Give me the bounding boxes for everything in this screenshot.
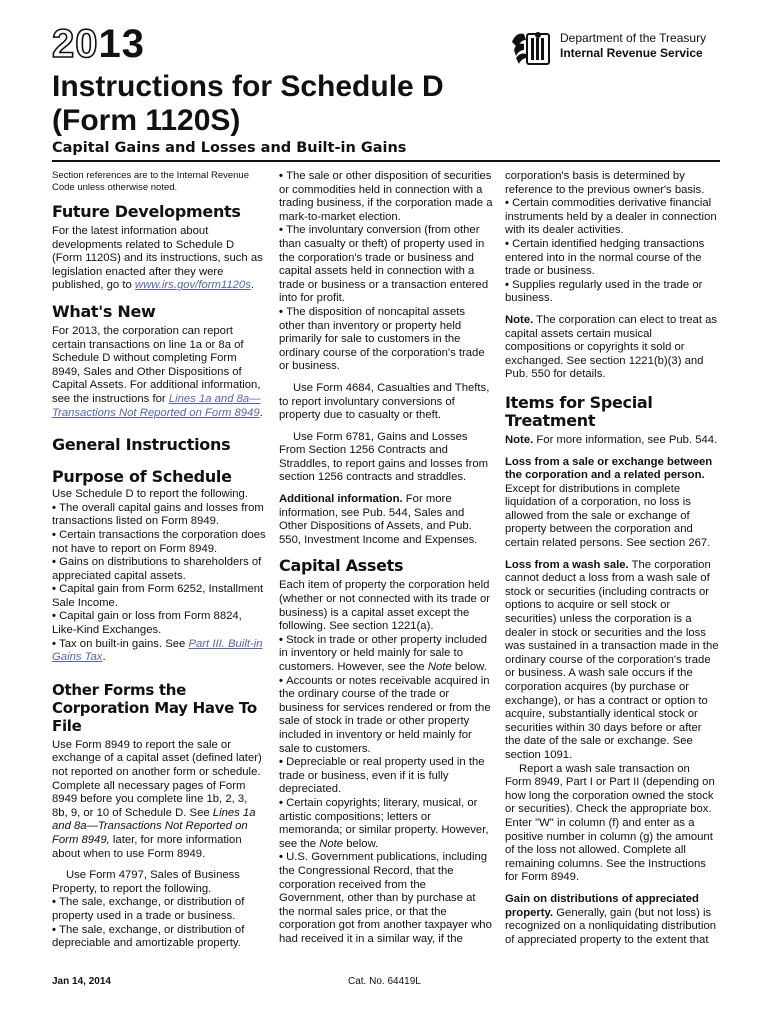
footer-date: Jan 14, 2014	[52, 976, 111, 987]
year-outline: 20	[52, 22, 99, 66]
intro-text: Section references are to the Internal Revenue Code unless otherwise noted.	[52, 170, 249, 193]
agency-name	[560, 31, 706, 61]
column-1	[52, 170, 266, 951]
future-developments-heading: Future Developments	[52, 202, 241, 221]
whats-new-text: For 2013, the corporation can report certain transactions on line 1a or 8a of Schedule D without completing Form 8949, Sales and Other Dispositions of Capital Assets. For additional information, see the instructions for Lines 1a and 8a—Transactions Not Reported on Form 8949.	[52, 324, 263, 419]
title-line-2: (Form 1120S)	[52, 104, 241, 137]
form-4797-text: Use Form 4797, Sales of Business Property, to report the following.	[52, 869, 240, 895]
footer-catalog-number: Cat. No. 64419L	[348, 976, 421, 987]
capital-assets-heading: Capital Assets	[279, 556, 404, 576]
capital-assets-bullet: • Certain commodities derivative financial instruments held by a dealer in connection with its dealer activities.	[505, 197, 719, 238]
general-instructions-heading: General Instructions	[52, 435, 231, 455]
capital-assets-text: Each item of property the corporation held (whether or not connected with its trade or business) is a capital asset except the following. See section 1221(a).	[279, 579, 490, 633]
agency-line-2: Internal Revenue Service	[560, 46, 703, 60]
title-line-1: Instructions for Schedule D	[52, 70, 444, 103]
form-4797-bullet: • The involuntary conversion (from other than casualty or theft) of property used in the corporation's trade or business and capital assets held in connection with a trade or business or a transaction entered into for profit.	[279, 224, 493, 306]
purpose-bullet: • Certain transactions the corporation does not have to report on Form 8949.	[52, 529, 266, 556]
page-title	[52, 70, 444, 138]
lines-1a-8a-link[interactable]: Lines 1a and 8a—Transactions Not Reported on Form 8949	[52, 392, 261, 419]
part-iii-link[interactable]: Part III. Built-in Gains Tax	[52, 637, 263, 664]
special-note-text: Note. For more information, see Pub. 544.	[505, 433, 718, 446]
purpose-bullet: • The overall capital gains and losses from transactions listed on Form 8949.	[52, 502, 266, 529]
distribution-gain-text: Gain on distributions of appreciated property. Generally, gain (but not loss) is recognized on a nonliquidating distribution of appreciated property to the extent that	[505, 892, 717, 946]
purpose-bullet: • Gains on distributions to shareholders of appreciated capital assets.	[52, 556, 266, 583]
wash-sale-text: Loss from a wash sale. The corporation cannot deduct a loss from a wash sale of stock or securities (including contracts or options to acquire or sell stock or securities) unless the corporation is a dealer in stock or securities and the loss was sustained in a transaction made in the ordinary course of the corporation's trade or business. A wash sale occurs if the corporation acquires (by purchase or exchange), or has a contract or option to acquire, substantially identical stock or securities within 30 days before or after the date of the sale or exchange. See section 1091.	[505, 558, 719, 761]
form-4797-bullet: • The sale, exchange, or distribution of property used in a trade or business.	[52, 896, 266, 923]
whats-new-heading: What's New	[52, 301, 156, 321]
purpose-bullet: • Tax on built-in gains. See Part III. Built-in Gains Tax.	[52, 638, 266, 665]
future-developments-text: For the latest information about developments related to Schedule D (Form 1120S) and its instructions, such as legislation enacted after they were published, go to www.irs.gov/form1120s.	[52, 225, 263, 292]
irs-eagle-logo-icon	[510, 28, 552, 70]
note-text: Note. The corporation can elect to treat as capital assets certain musical compositions or copyrights it sold or exchanged. See section 1221(b)(3) and Pub. 550 for details.	[505, 313, 718, 381]
capital-assets-bullet: • Certain copyrights; literary, musical, or artistic compositions; letters or memoranda; or similar property. However, see the Note below.	[279, 797, 493, 851]
irs-link[interactable]: www.irs.gov/form1120s	[134, 279, 251, 292]
capital-assets-bullet: • Stock in trade or other property included in inventory or held mainly for sale to customers. However, see the Note below.	[279, 634, 493, 675]
page-subtitle: Capital Gains and Losses and Built-in Gains	[52, 140, 407, 156]
year-solid: 13	[98, 22, 145, 66]
related-person-loss-text: Loss from a sale or exchange between the corporation and a related person. Except for distributions in complete liquidation of a corporation, no loss is allowed from the sale or exchange of property between the corporation and certain related persons. See section 267.	[505, 455, 713, 550]
purpose-bullet: • Capital gain or loss from Form 8824, Like-Kind Exchanges.	[52, 610, 266, 637]
purpose-bullet: • Capital gain from Form 6252, Installment Sale Income.	[52, 583, 266, 610]
capital-assets-bullet: • Certain identified hedging transactions entered into in the normal course of the trade or business.	[505, 238, 719, 279]
capital-assets-continued: corporation's basis is determined by reference to the previous owner's basis.	[505, 170, 705, 196]
form-4684-text: Use Form 4684, Casualties and Thefts, to report involuntary conversions of property due to casualty or theft.	[279, 381, 490, 422]
column-2	[279, 170, 493, 946]
agency-line-1: Department of the Treasury	[560, 31, 707, 45]
additional-info-text: Additional information. For more information, see Pub. 544, Sales and Other Dispositions of Assets, and Pub. 550, Investment Income and Expenses.	[279, 493, 478, 546]
wash-sale-report-text: Report a wash sale transaction on Form 8949, Part I or Part II (depending on how long the corporation owned the stock or securities). Check the appropriate box. Enter "W" in column (f) and enter as a positive number in column (g) the amount of the loss not allowed. Complete all remaining columns. See the Instructions for Form 8949.	[505, 762, 715, 884]
capital-assets-bullet: • Supplies regularly used in the trade or business.	[505, 279, 719, 306]
tax-year	[52, 22, 145, 66]
form-4797-bullet: • The disposition of noncapital assets other than inventory or property held primarily for sale to customers in the ordinary course of the corporation's trade or business.	[279, 306, 493, 374]
purpose-text: Use Schedule D to report the following.	[52, 488, 248, 501]
form-4797-bullet: • The sale, exchange, or distribution of depreciable and amortizable property.	[52, 924, 266, 951]
other-forms-text: Use Form 8949 to report the sale or exchange of a capital asset (defined later) not reported on another form or schedule. Complete all necessary pages of Form 8949 before you complete line 1b, 2, 3, 8b, 9, or 10 of Schedule D. See Lines 1a and 8a—Transactions Not Reported on Form 8949, later, for more information about when to use Form 8949.	[52, 738, 262, 860]
capital-assets-bullet: • Accounts or notes receivable acquired in the ordinary course of the trade or business for services rendered or from the sale of stock in trade or other property included in inventory or held mainly for sale to customers.	[279, 675, 493, 757]
form-4797-bullet: • The sale or other disposition of securities or commodities held in connection with a trading business, if the corporation made a mark-to-market election.	[279, 170, 493, 224]
column-3	[505, 170, 719, 947]
purpose-heading: Purpose of Schedule	[52, 467, 232, 487]
header-divider	[52, 160, 720, 162]
capital-assets-bullet: • Depreciable or real property used in the trade or business, even if it is fully depreciated.	[279, 756, 493, 797]
special-treatment-heading: Items for Special Treatment	[505, 392, 653, 430]
capital-assets-bullet: • U.S. Government publications, including the Congressional Record, that the corporation received from the Government, other than by purchase at the normal sales price, or that the corporation got from another taxpayer who had received it in a similar way, if the	[279, 851, 493, 946]
form-6781-text: Use Form 6781, Gains and Losses From Section 1256 Contracts and Straddles, to report gains and losses from section 1256 contracts and straddles.	[279, 430, 489, 484]
other-forms-heading: Other Forms the Corporation May Have To File	[52, 680, 257, 735]
